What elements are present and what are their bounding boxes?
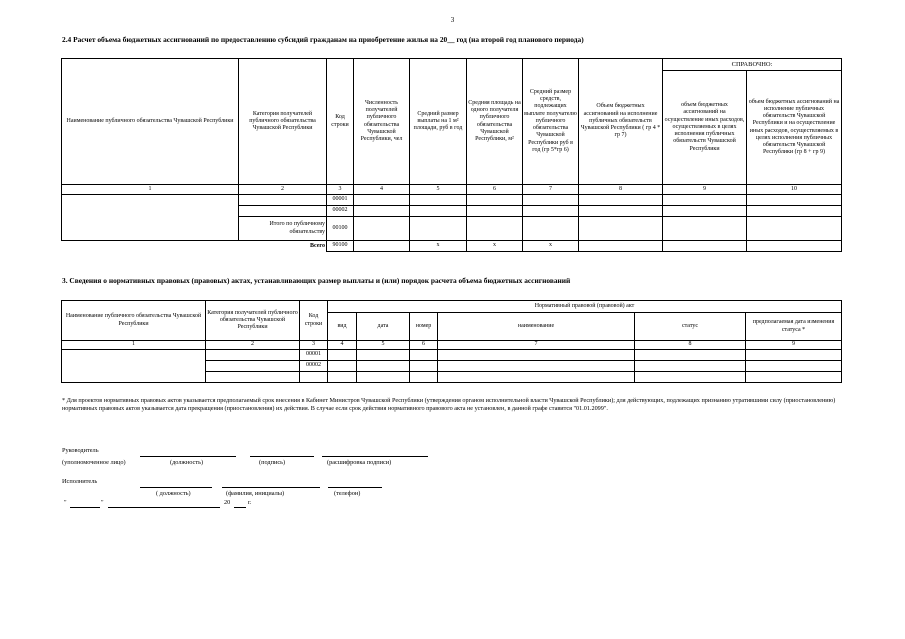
col-number-2: 2: [239, 185, 327, 195]
header-reference: СПРАВОЧНО:: [663, 59, 842, 71]
executor-name-line[interactable]: [222, 487, 320, 488]
date-month-line[interactable]: [108, 507, 220, 508]
section-2-4-title: 2.4 Расчет объема бюджетных ассигнований по предоставлению субсидий гражданам на приобретение жилья на 20__ год (на второй год планового периода): [62, 35, 584, 44]
header-recipient-count: Численность получателей публичного обязательства Чувашской Республики, чел: [354, 59, 410, 185]
date-quote-close: ": [101, 499, 104, 506]
total-code: 90100: [327, 241, 354, 252]
header-other-expenses: объем бюджетных ассигнований на осуществление иных расходов, осуществляемых в целях исполнения публичных обязательств Чувашской Республики: [663, 71, 747, 185]
col-number-9: 9: [746, 341, 842, 350]
col-number-5: 5: [410, 185, 467, 195]
col-number-6: 6: [467, 185, 523, 195]
header-status-date: предполагаемая дата изменения статуса *: [746, 313, 842, 341]
col-number-3: 3: [327, 185, 354, 195]
col-number-1: 1: [62, 341, 206, 350]
header-row-code: Код строки: [327, 59, 354, 185]
col-number-3: 3: [300, 341, 328, 350]
executor-position-caption: ( должность): [156, 490, 191, 497]
col-number-9: 9: [663, 185, 747, 195]
obligation-name-cell[interactable]: [62, 195, 239, 241]
head-signature-line[interactable]: [250, 456, 314, 457]
col-number-7: 7: [523, 185, 579, 195]
header-recipient-category: Категория получателей публичного обязательства Чувашской Республики: [206, 301, 300, 341]
header-act-date: дата: [357, 313, 410, 341]
date-day-line[interactable]: [70, 507, 100, 508]
obligation-name-cell[interactable]: [62, 350, 206, 383]
date-year-line[interactable]: [234, 507, 246, 508]
col-number-8: 8: [635, 341, 746, 350]
head-label: Руководитель: [62, 447, 99, 454]
header-legal-act: Нормативный правовой (правовой) акт: [328, 301, 842, 313]
total-x-6: x: [467, 241, 523, 252]
header-obligation-name: Наименование публичного обязательства Чувашской Республики: [62, 59, 239, 185]
col-number-7: 7: [438, 341, 635, 350]
executor-phone-line[interactable]: [328, 487, 382, 488]
col-number-4: 4: [328, 341, 357, 350]
header-avg-amount: Средний размер средств, подлежащих выплате получателю публичного обязательства Чувашской Республики руб в год (гр 5*гр 6): [523, 59, 579, 185]
subtotal-label: Итого по публичному обязательству: [239, 217, 327, 241]
total-row: [62, 241, 842, 252]
table-row: [62, 350, 842, 361]
executor-label: Исполнитель: [62, 478, 98, 485]
header-obligation-name: Наименование публичного обязательства Чувашской Республики: [62, 301, 206, 341]
executor-phone-caption: (телефон): [334, 490, 361, 497]
date-year-prefix: 20: [224, 499, 231, 506]
head-sublabel: (уполномоченное лицо): [62, 459, 126, 466]
footnote: * Для проектов нормативных правовых актов указывается предполагаемый срок внесения в Кабинет Министров Чувашской Республики (утверждения органом исполнительной власти Чувашской Республики); для действующих, подлежащих признанию утратившими силу (приостановлению) нормативных правовых актов указывается дата прекращения (приостановления) их действия. В случае если срок действия нормативного правового акта не установлен, в данной графе ставится "01.01.2099".: [62, 397, 836, 413]
page-number: 3: [450, 16, 455, 24]
col-number-6: 6: [410, 341, 438, 350]
head-position-caption: (должность): [170, 459, 204, 466]
row-code: 00002: [327, 206, 354, 217]
row-code: 00001: [300, 350, 328, 361]
header-budget-volume: Объем бюджетных ассигнований на исполнение публичных обязательств Чувашской Республики ( гр 4 * гр 7): [579, 59, 663, 185]
header-act-number: номер: [410, 313, 438, 341]
row-code: 00002: [300, 361, 328, 372]
legal-acts-table: [61, 300, 842, 383]
header-total-budget: объем бюджетных ассигнований на исполнение публичных обязательств Чувашской Республики и на осуществление иных расходов, осуществляемых в целях исполнения публичных обязательств Чувашской Республики (гр 8 + гр 9): [747, 71, 842, 185]
subtotal-code: 00100: [327, 217, 354, 241]
col-number-1: 1: [62, 185, 239, 195]
date-quote-open: ": [64, 499, 67, 506]
section-3-title: 3. Сведения о нормативных правовых (правовых) актах, устанавливающих размер выплаты и (или) порядок расчета объема бюджетных ассигнований: [62, 276, 571, 285]
col-number-10: 10: [747, 185, 842, 195]
col-number-5: 5: [357, 341, 410, 350]
col-number-8: 8: [579, 185, 663, 195]
header-avg-area: Средняя площадь на одного получателя публичного обязательства Чувашской Республики, м²: [467, 59, 523, 185]
col-number-4: 4: [354, 185, 410, 195]
head-decoding-line[interactable]: [322, 456, 428, 457]
col-number-2: 2: [206, 341, 300, 350]
header-act-type: вид: [328, 313, 357, 341]
total-x-5: x: [410, 241, 467, 252]
head-position-line[interactable]: [140, 456, 236, 457]
subsidy-calculation-table: [61, 58, 842, 252]
executor-position-line[interactable]: [140, 487, 212, 488]
header-act-status: статус: [635, 313, 746, 341]
header-avg-payment-per-m2: Средний размер выплаты на 1 м² площади, руб в год: [410, 59, 467, 185]
date-suffix: г.: [248, 499, 252, 506]
header-row-code: Код строки: [300, 301, 328, 341]
header-act-name: наименование: [438, 313, 635, 341]
total-x-7: x: [523, 241, 579, 252]
table-row: [62, 195, 842, 206]
row-code: 00001: [327, 195, 354, 206]
executor-name-caption: (фамилия, инициалы): [226, 490, 285, 497]
header-recipient-category: Категория получателей публичного обязательства Чувашской Республики: [239, 59, 327, 185]
head-decoding-caption: (расшифровка подписи): [327, 459, 392, 466]
total-label: Всего: [62, 241, 327, 252]
head-signature-caption: (подпись): [259, 459, 286, 466]
